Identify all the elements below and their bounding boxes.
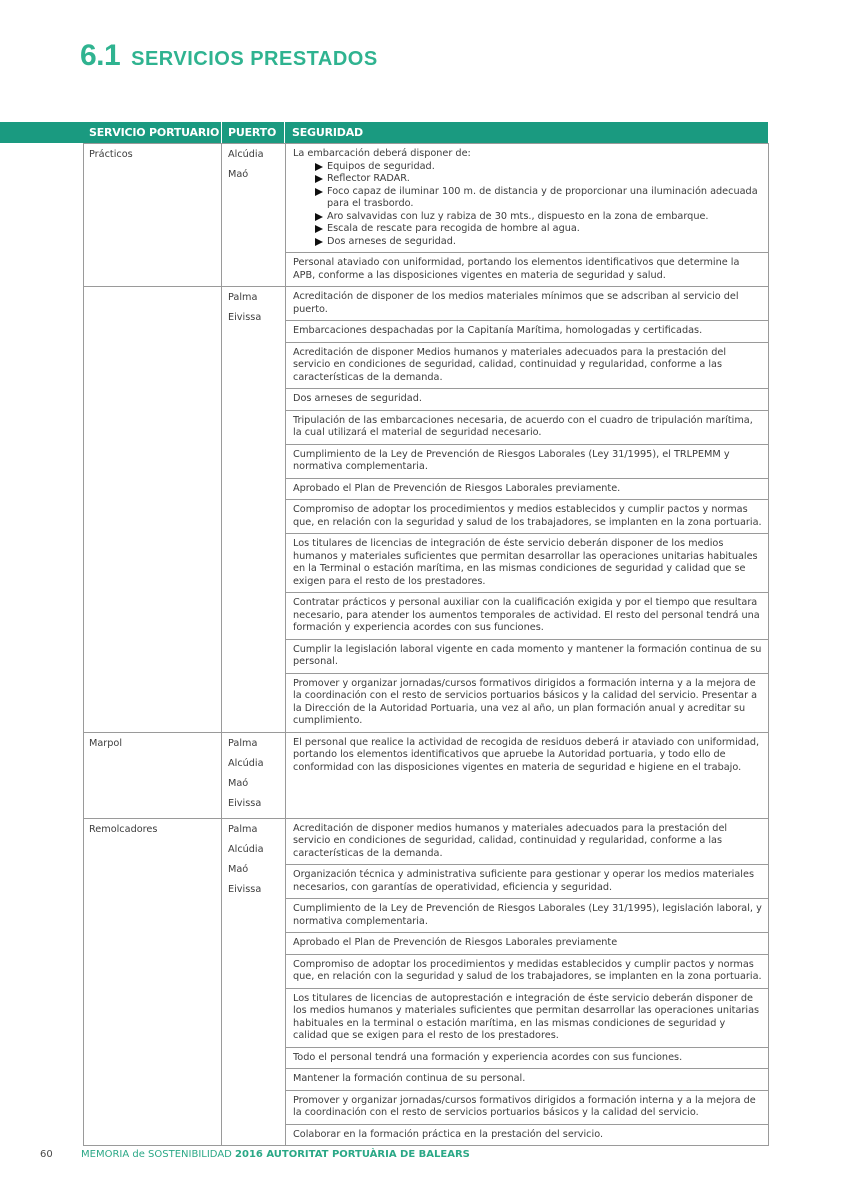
- publication-org: 2016 AUTORITAT PORTUÀRIA DE BALEARS: [235, 1149, 470, 1160]
- security-requirement: Aprobado el Plan de Prevención de Riesgos Laborales previamente.: [286, 478, 769, 500]
- security-requirement: Acreditación de disponer Medios humanos y materiales adecuados para la prestación del servicio en condiciones de seguridad, calidad, continuidad y regularidad, conforme a las características de la demanda.: [286, 342, 769, 389]
- port-name: Palma: [228, 823, 258, 835]
- security-requirement: Cumplimiento de la Ley de Prevención de Riesgos Laborales (Ley 31/1995), el TRLPEMM y normativa complementaria.: [286, 444, 769, 478]
- port-name: Palma: [228, 737, 258, 749]
- port-list: [222, 287, 286, 733]
- security-requirement: Los titulares de licencias de integración de éste servicio deberán disponer de los medios humanos y materiales suficientes que permitan desarrollar las operaciones unitarias habituales en la Terminal o estación marítima, en las mismas condiciones de seguridad y calidad que se exigen para el resto de los prestadores.: [286, 534, 769, 593]
- services-table: [83, 143, 769, 1146]
- security-requirement: Los titulares de licencias de autoprestación e integración de éste servicio deberán disponer de los medios humanos y materiales suficientes que permitan desarrollar las operaciones unitarias habituales en la terminal o estación marítima, en las mismas condiciones de seguridad y calidad que se exigen para el resto de los prestadores.: [286, 988, 769, 1047]
- page-heading: [80, 36, 378, 73]
- port-list: [222, 732, 286, 818]
- security-requirement: Embarcaciones despachadas por la Capitanía Marítima, homologadas y certificadas.: [286, 321, 769, 343]
- port-list: [222, 144, 286, 287]
- security-requirement: Mantener la formación continua de su personal.: [286, 1069, 769, 1091]
- security-requirement: Aprobado el Plan de Prevención de Riesgos Laborales previamente: [286, 933, 769, 955]
- security-requirement: Promover y organizar jornadas/cursos formativos dirigidos a formación interna y a la mejora de la coordinación con el resto de servicios portuarios básicos y la calidad del servicio.: [286, 1090, 769, 1124]
- port-name: Maó: [228, 169, 249, 180]
- equipment-item: Reflector RADAR.: [315, 173, 763, 186]
- security-requirement: Promover y organizar jornadas/cursos formativos dirigidos a formación interna y a la mejora de la coordinación con el resto de servicios portuarios básicos y la calidad del servicio. Presentar a la Dirección de la Autoridad Portuaria, una vez al año, un plan formación anual y acreditar su cumplimiento.: [286, 673, 769, 732]
- publication-title: [81, 1149, 470, 1160]
- column-header-port: PUERTO: [228, 126, 277, 139]
- security-requirement: Organización técnica y administrativa suficiente para gestionar y operar los medios materiales necesarios, con garantías de operatividad, eficiencia y seguridad.: [286, 865, 769, 899]
- port-name: Eivissa: [228, 883, 262, 895]
- table-row: [84, 287, 769, 321]
- page-number: 60: [40, 1149, 53, 1160]
- security-requirement: Compromiso de adoptar los procedimientos y medidas establecidos y cumplir pactos y normas que, en relación con la seguridad y salud de los trabajadores, se implanten en la zona portuaria.: [286, 954, 769, 988]
- security-requirement: Personal ataviado con uniformidad, portando los elementos identificativos que determine la APB, conforme a las disposiciones vigentes en materia de seguridad y salud.: [286, 253, 769, 287]
- security-requirement: Compromiso de adoptar los procedimientos y medios establecidos y cumplir pactos y normas que, en relación con la seguridad y salud de los trabajadores, se implanten en la zona portuaria.: [286, 500, 769, 534]
- equipment-list: [293, 161, 763, 249]
- equipment-item: Dos arneses de seguridad.: [315, 236, 763, 249]
- service-name: Prácticos: [84, 144, 222, 287]
- requirement-intro: La embarcación deberá disponer de:: [293, 148, 471, 159]
- equipment-item: Equipos de seguridad.: [315, 161, 763, 174]
- port-name: Alcúdia: [228, 149, 264, 160]
- security-requirement: El personal que realice la actividad de recogida de residuos deberá ir ataviado con uniformidad, portando los elementos identificativos que apruebe la Autoridad portuaria, y todo ello de conformidad con las disposiciones vigentes en materia de seguridad e higiene en el trabajo.: [286, 732, 769, 818]
- port-name: Alcúdia: [228, 757, 264, 769]
- table-row: [84, 818, 769, 865]
- service-name: [84, 287, 222, 733]
- port-name: Eivissa: [228, 797, 262, 809]
- security-requirement: [286, 144, 769, 253]
- security-requirement: Contratar prácticos y personal auxiliar con la cualificación exigida y por el tiempo que resultara necesario, para atender los aumentos temporales de actividad. El resto del personal tendrá una formación y experiencia acordes con sus funciones.: [286, 593, 769, 640]
- security-requirement: Cumplimiento de la Ley de Prevención de Riesgos Laborales (Ley 31/1995), legislación laboral, y normativa complementaria.: [286, 899, 769, 933]
- table-row: [84, 144, 769, 253]
- security-requirement: Cumplir la legislación laboral vigente en cada momento y mantener la formación continua de su personal.: [286, 639, 769, 673]
- port-name: Maó: [228, 863, 249, 875]
- publication-name: MEMORIA de SOSTENIBILIDAD: [81, 1149, 232, 1160]
- security-requirement: Acreditación de disponer medios humanos y materiales adecuados para la prestación del servicio en condiciones de seguridad, calidad, continuidad y regularidad, conforme a las características de la demanda.: [286, 818, 769, 865]
- service-name: Marpol: [84, 732, 222, 818]
- port-name: Maó: [228, 777, 249, 789]
- security-requirement: Dos arneses de seguridad.: [286, 389, 769, 411]
- section-title: SERVICIOS PRESTADOS: [131, 48, 378, 70]
- page-footer: [40, 1149, 470, 1160]
- service-name: Remolcadores: [84, 818, 222, 1146]
- security-requirement: Todo el personal tendrá una formación y experiencia acordes con sus funciones.: [286, 1047, 769, 1069]
- equipment-item: Foco capaz de iluminar 100 m. de distancia y de proporcionar una iluminación adecuada para el trasbordo.: [315, 186, 763, 211]
- port-name: Palma: [228, 292, 258, 303]
- port-name: Eivissa: [228, 312, 262, 323]
- column-divider: [284, 122, 285, 143]
- equipment-item: Aro salvavidas con luz y rabiza de 30 mts., dispuesto en la zona de embarque.: [315, 211, 763, 224]
- section-number: 6.1: [80, 39, 121, 72]
- column-header-service: SERVICIO PORTUARIO: [89, 126, 220, 139]
- column-header-security: SEGURIDAD: [292, 126, 363, 139]
- security-requirement: Acreditación de disponer de los medios materiales mínimos que se adscriban al servicio del puerto.: [286, 287, 769, 321]
- security-requirement: Tripulación de las embarcaciones necesaria, de acuerdo con el cuadro de tripulación marítima, la cual utilizará el material de seguridad necesario.: [286, 410, 769, 444]
- port-name: Alcúdia: [228, 843, 264, 855]
- equipment-item: Escala de rescate para recogida de hombre al agua.: [315, 223, 763, 236]
- table-row: [84, 732, 769, 818]
- port-list: [222, 818, 286, 1146]
- security-requirement: Colaborar en la formación práctica en la prestación del servicio.: [286, 1124, 769, 1146]
- column-divider: [221, 122, 222, 143]
